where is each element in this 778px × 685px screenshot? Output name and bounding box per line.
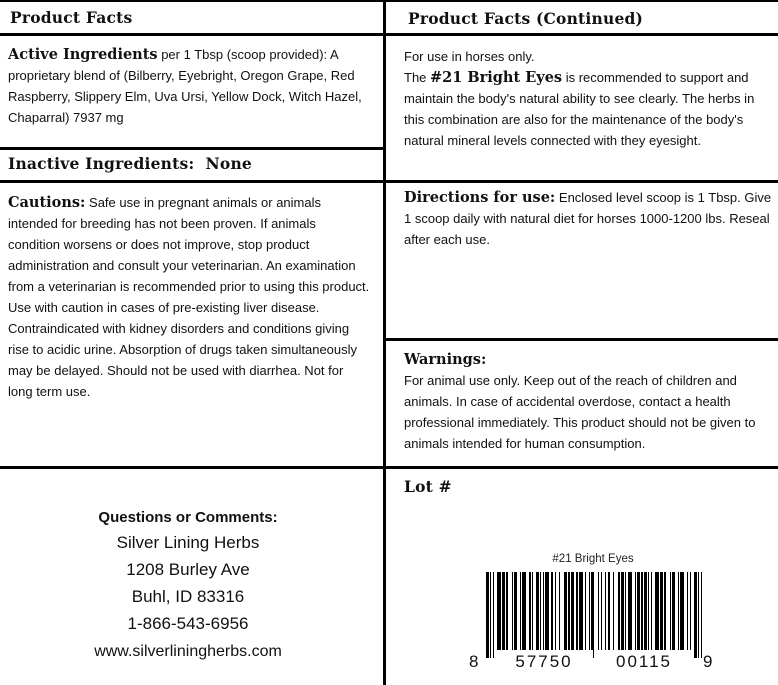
barcode-bar	[579, 572, 583, 658]
barcode-bar	[514, 572, 517, 658]
divider-right-desc	[384, 180, 778, 183]
barcode-bar	[591, 572, 594, 658]
barcode-bar	[648, 572, 649, 658]
contact-website: www.silverliningherbs.com	[94, 643, 282, 660]
contact-company: Silver Lining Herbs	[116, 533, 260, 552]
barcode-bar	[585, 572, 586, 658]
barcode-bar	[540, 572, 541, 658]
barcode-bar	[576, 572, 577, 658]
barcode-bar	[536, 572, 539, 658]
barcode-bar	[680, 572, 684, 658]
divider-left-inactive	[0, 180, 384, 183]
barcode-bar	[543, 572, 544, 658]
barcode-bar	[618, 572, 619, 658]
barcode-bar	[493, 572, 494, 658]
barcode-bar	[670, 572, 671, 658]
description	[404, 46, 772, 151]
barcode-bar	[664, 572, 665, 658]
barcode-bar	[637, 572, 640, 658]
barcode-bar	[701, 572, 702, 658]
directions-text: Enclosed level scoop is 1 Tbsp. Give 1 scoop daily with natural diet for horses 1000-1200 lbs. Reseal after each use.	[404, 190, 772, 247]
barcode-bar	[625, 572, 626, 658]
description-text: is recommended to support and maintain the body's natural ability to see clearly. The herbs in this combination are also for the maintenance of the body's natural mineral levels connected with they eyesight.	[404, 70, 755, 148]
barcode-bar	[698, 572, 699, 658]
barcode-bar	[555, 572, 556, 658]
contact-city: Buhl, ID 83316	[131, 587, 245, 606]
barcode-bar	[522, 572, 526, 658]
barcode-group1: 57750	[515, 652, 573, 671]
warnings-text: For animal use only. Keep out of the reach of children and animals. In case of accidental overdose, contact a health professional immediately. This product should not be given to animals intended for human consumption.	[404, 373, 756, 451]
barcode-bar	[512, 572, 513, 658]
horses-only: For use in horses only.	[404, 49, 535, 64]
barcode-bar	[568, 572, 569, 658]
right-header: Product Facts (Continued)	[408, 9, 644, 28]
barcode-bar	[532, 572, 533, 658]
center-divider	[383, 0, 386, 685]
barcode-bar	[694, 572, 697, 658]
barcode-bar	[502, 572, 505, 658]
barcode-bar	[687, 572, 688, 658]
barcode-bar	[678, 572, 679, 658]
barcode-bar	[651, 572, 652, 658]
barcode-group2: 00115	[615, 652, 672, 671]
directions-label: Directions for use:	[404, 189, 556, 206]
barcode-bar	[551, 572, 554, 658]
contact-phone: 1-866-543-6956	[127, 614, 249, 633]
barcode-bar	[660, 572, 663, 658]
barcode-bar	[559, 572, 560, 658]
contact-street: 1208 Burley Ave	[126, 560, 250, 579]
contact-title: Questions or Comments:	[98, 509, 278, 526]
cautions-text: Safe use in pregnant animals or animals intended for breeding has not been proven. If animals condition worsens or does not improve, stop product administration and consult your veterinarian. An examination from a veterinarian is recommended prior to using this product. Use with caution in cases of pre-existing liver disease. Contraindicated with kidney disorders and conditions giving rise to acidic urine. Absorption of drugs taken simultaneously may be delayed. Should not be used with diarrhea. Not for long term use.	[8, 195, 370, 399]
barcode-bar	[589, 572, 590, 658]
barcode-bar	[690, 572, 691, 658]
left-header: Product Facts	[10, 8, 133, 27]
lot-label: Lot #	[404, 477, 452, 496]
barcode-bar	[628, 572, 632, 658]
active-ingredients-text: per 1 Tbsp (scoop provided): A proprietary blend of (Bilberry, Eyebright, Oregon Grape, Red Raspberry, Slippery Elm, Uva Ursi, Yellow Dock, Witch Hazel, Chaparral) 7937 mg	[8, 47, 362, 125]
barcode-bar	[545, 572, 549, 658]
barcode-bar	[601, 572, 602, 658]
barcode-digit-left: 8	[469, 652, 479, 671]
barcode	[486, 572, 702, 658]
barcode-bar	[613, 572, 614, 658]
barcode-bar	[506, 572, 507, 658]
divider-right-header	[384, 33, 778, 36]
barcode-bar	[672, 572, 675, 658]
cautions	[8, 192, 370, 402]
contact-block	[0, 469, 383, 685]
barcode-bar	[655, 572, 659, 658]
description-body	[404, 67, 772, 151]
barcode-bar	[598, 572, 599, 658]
divider-left-header	[0, 33, 384, 36]
inactive-ingredients: Inactive Ingredients: None	[8, 154, 252, 173]
barcode-bar	[571, 572, 574, 658]
barcode-bar	[605, 572, 606, 658]
product-name: #21 Bright Eyes	[430, 69, 563, 86]
barcode-bar	[635, 572, 636, 658]
barcode-bar	[564, 572, 567, 658]
border-top	[0, 0, 778, 2]
active-ingredients	[8, 44, 368, 128]
barcode-bar	[529, 572, 530, 658]
barcode-bar	[490, 572, 491, 658]
barcode-bar	[497, 572, 501, 658]
barcode-caption: #21 Bright Eyes	[552, 553, 634, 565]
divider-right-directions	[384, 338, 778, 341]
warnings-label: Warnings:	[404, 351, 487, 368]
directions	[404, 187, 772, 250]
divider-left-active	[0, 147, 384, 150]
barcode-bar	[641, 572, 642, 658]
barcode-bar	[621, 572, 624, 658]
barcode-bar	[644, 572, 647, 658]
active-ingredients-label: Active Ingredients	[8, 46, 158, 63]
barcode-bar	[608, 572, 611, 658]
warnings	[404, 349, 772, 454]
barcode-bar	[520, 572, 521, 658]
cautions-label: Cautions:	[8, 194, 86, 211]
description-pre: The	[404, 70, 431, 85]
barcode-digit-right: 9	[703, 652, 713, 671]
barcode-bar	[486, 572, 489, 658]
